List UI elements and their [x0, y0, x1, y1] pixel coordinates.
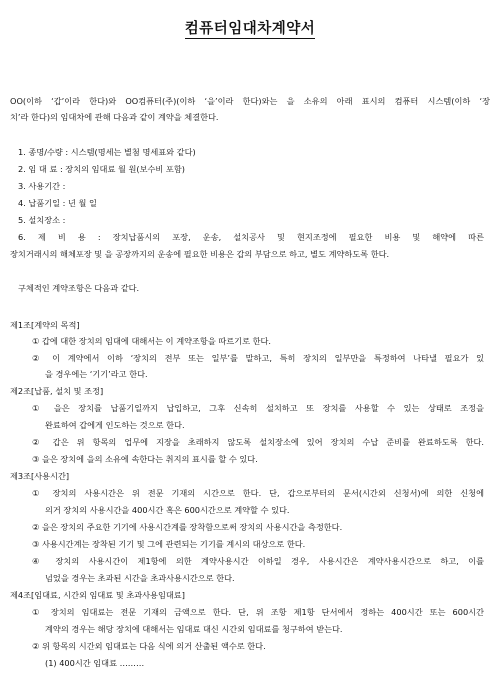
- article-3-clause-1-line-1: ① 장치의 사용시간은 위 전문 기재의 시간으로 한다. 단, 갑으로부터의 문서(시간외 신청서)에 의한 신청에: [32, 488, 484, 498]
- article-2-clause-2: ② 갑은 위 항목의 업무에 지장을 초래하지 않도록 설치장소에 있어 장치의 수납 준비를 완료하도록 한다.: [32, 437, 484, 447]
- item-rent: 2. 임 대 료 : 장치의 임대료 월 원(보수비 포함): [18, 164, 185, 174]
- intro-line-1: OO(이하 ‘갑’이라 한다)와 OO컴퓨터(주)(이하 ‘을’이라 한다)와는 을 소유의 아래 표시의 컴퓨터 시스템(이하 ‘장: [10, 96, 490, 106]
- item-costs-line-2: 장치거래시의 해체포장 및 을 공장까지의 운송에 필요한 비용은 갑의 부담으로 하고, 별도 계약하도록 한다.: [10, 249, 390, 259]
- article-3-heading: 제3조[사용시간]: [10, 471, 70, 481]
- intro-line-2: 치’라 한다)의 임대차에 관해 다음과 같이 계약을 체결한다.: [10, 112, 219, 122]
- article-4-heading: 제4조[임대료, 시간외 임대료 및 초과사용임대료]: [10, 590, 185, 600]
- article-3-clause-3: ③ 사용시간계는 장착된 기기 및 그에 관련되는 기기를 계시의 대상으로 한다.: [32, 539, 306, 549]
- item-quantity: 1. 종명/수량 : 시스템(명세는 별첨 명세표와 같다): [18, 147, 196, 157]
- document-title: 컴퓨터임대차계약서: [184, 21, 316, 37]
- item-location: 5. 설치장소 :: [18, 215, 66, 225]
- article-3-clause-4-line-2: 넘었을 경우는 초과된 시간을 초과사용시간으로 한다.: [45, 573, 235, 583]
- specifics-intro: 구체적인 계약조항은 다음과 같다.: [18, 283, 140, 293]
- article-3-clause-4-line-1: ④ 장치의 사용시간이 제1항에 의한 계약사용시간 이하일 경우, 사용시간은 계약사용시간으로 하고, 이를: [32, 556, 484, 566]
- item-period: 3. 사용기간 :: [18, 181, 66, 191]
- article-1-clause-1: ① 갑에 대한 장치의 임대에 대해서는 이 계약조항을 따르기로 한다.: [32, 336, 272, 346]
- article-4-clause-1-line-1: ① 장치의 임대료는 전문 기재의 금액으로 한다. 단, 위 조항 제1항 단서에서 정하는 400시간 또는 600시간: [32, 607, 484, 617]
- article-4-clause-2: ② 위 항목의 시간외 임대료는 다음 식에 의거 산출된 액수로 한다.: [32, 641, 266, 651]
- article-1-heading: 제1조[계약의 목적]: [10, 320, 80, 330]
- article-3-clause-1-line-2: 의거 장치의 사용시간을 400시간 혹은 600시간으로 계약할 수 있다.: [45, 505, 290, 515]
- article-2-clause-1-line-2: 완료하여 갑에게 인도하는 것으로 한다.: [45, 420, 185, 430]
- item-delivery-date: 4. 납품기일 : 년 월 일: [18, 198, 97, 208]
- article-3-clause-2: ② 을은 장치의 주요한 기기에 사용시간계를 장착함으로써 장치의 사용시간을 측정한다.: [32, 522, 343, 532]
- article-4-clause-1-line-2: 계약의 경우는 해당 장치에 대해서는 임대료 대신 시간외 임대료를 청구하여 받는다.: [45, 624, 343, 634]
- article-1-clause-2-line-2: 을 경우에는 ‘기기’라고 한다.: [45, 369, 148, 379]
- article-1-clause-2-line-1: ② 이 계약에서 이하 ‘장치의 전부 또는 일부’를 말하고, 특히 장치의 일부만을 특정하여 나타낼 필요가 있: [32, 353, 484, 363]
- article-4-clause-2-item-1: (1) 400시간 임대료 ………: [45, 658, 145, 668]
- article-2-clause-1-line-1: ① 을은 장치를 납품기일까지 납입하고, 그후 신속히 설치하고 또 장치를 사용할 수 있는 상태로 조정을: [32, 403, 484, 413]
- item-costs-line-1: 6. 제 비 용 : 장치납품시의 포장, 운송, 설치공사 및 현지조정에 필요한 비용 및 해약에 따른: [18, 232, 484, 242]
- article-2-clause-3: ③ 을은 장치에 을의 소유에 속한다는 취지의 표시를 할 수 있다.: [32, 454, 258, 464]
- article-2-heading: 제2조[납품, 설치 및 조정]: [10, 386, 104, 396]
